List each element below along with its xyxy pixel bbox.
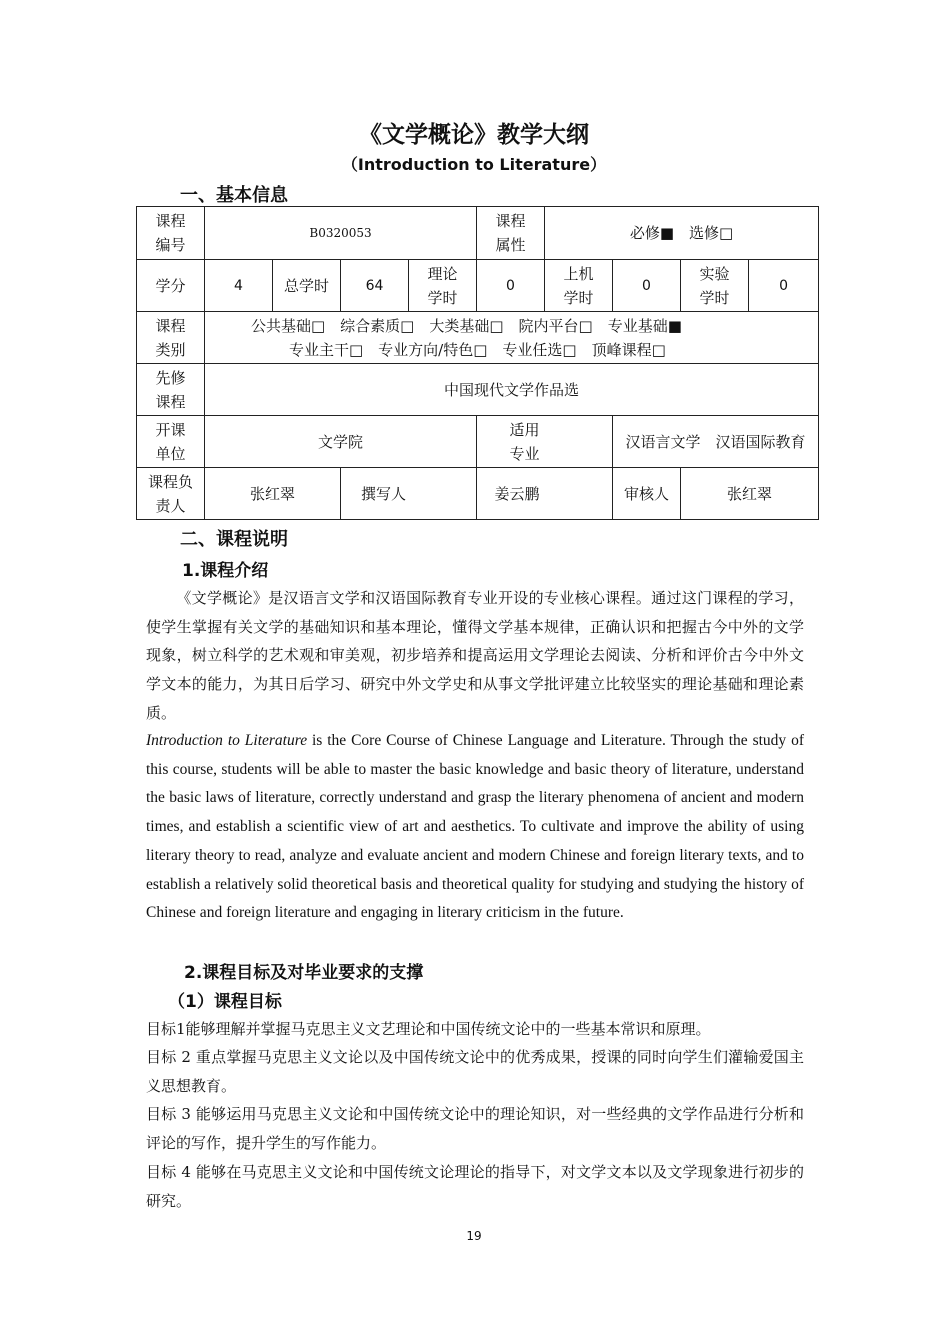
major-value: 汉语言文学 汉语国际教育 [613,416,819,468]
section-basic-info-heading: 一、基本信息 [180,185,288,206]
course-attr-label: 课程属性 [477,207,545,260]
goal-item-4: 目标 4 能够在马克思主义文论和中国传统文论理论的指导下，对文学文本以及文学现象进行初步的研究。 [146,1163,804,1210]
credit-value: 4 [205,260,273,312]
course-goals-heading: 2.课程目标及对毕业要求的支撑 [184,963,424,983]
unit-value: 文学院 [205,416,477,468]
total-hours-label: 总学时 [273,260,341,312]
computer-hours-label: 上机学时 [545,260,613,312]
owner-label: 课程负责人 [137,468,205,520]
theory-hours-label: 理论学时 [409,260,477,312]
course-code-value: B0320053 [205,207,477,260]
course-goals-subheading: （1）课程目标 [168,992,282,1012]
course-category-label: 课程类别 [137,312,205,364]
writer-value: 姜云鹏 [477,468,613,520]
course-intro-english: Introduction to Literature is the Core Course of Chinese Language and Literature. Through the study of this course, students will be able to master the basic knowledge and basic theory of literature, understand the basic laws of literature, correctly understand and grasp the literary phenomena of ancient and modern times, and establish a scientific view of art and aesthetics. To cultivate and improve the ability of using literary theory to read, analyze and evaluate ancient and modern Chinese and foreign literary texts, and to establish a relatively solid theoretical basis and theoretical quality for studying and studying the history of Chinese and foreign literature and engaging in literary criticism in the future. [146,732,804,922]
course-category-value [205,312,819,364]
course-attr-value: 必修■ 选修□ [545,207,819,260]
course-title-italic: Introduction to Literature [146,732,308,749]
goal-item-1: 目标1能够理解并掌握马克思主义文艺理论和中国传统文论中的一些基本常识和原理。 [146,1020,711,1038]
course-intro-heading: 1.课程介绍 [182,561,269,581]
writer-label: 撰写人 [341,468,477,520]
goal-item-3: 目标 3 能够运用马克思主义文论和中国传统文论中的理论知识，对一些经典的文学作品进行分析和评论的写作，提升学生的写作能力。 [146,1105,804,1152]
total-hours-value: 64 [341,260,409,312]
owner-value: 张红翠 [205,468,341,520]
section-course-description-heading: 二、课程说明 [180,529,288,550]
category-line-1: 公共基础□ 综合素质□ 大类基础□ 院内平台□ 专业基础■ [251,316,682,335]
document-title: 《文学概论》教学大纲 [359,121,589,148]
prereq-label: 先修课程 [137,364,205,416]
page-number: 19 [466,1229,482,1243]
prereq-value: 中国现代文学作品选 [205,364,819,416]
theory-hours-value: 0 [477,260,545,312]
lab-hours-label: 实验学时 [681,260,749,312]
category-line-2: 专业主干□ 专业方向/特色□ 专业任选□ 顶峰课程□ [289,340,666,359]
reviewer-label: 审核人 [613,468,681,520]
goal-item-2: 目标 2 重点掌握马克思主义文论以及中国传统文论中的优秀成果，授课的同时向学生们灌输爱国主义思想教育。 [146,1048,804,1095]
major-label: 适用专业 [477,416,613,468]
course-code-label: 课程编号 [137,207,205,260]
unit-label: 开课单位 [137,416,205,468]
computer-hours-value: 0 [613,260,681,312]
course-intro-chinese: 《文学概论》是汉语言文学和汉语国际教育专业开设的专业核心课程。通过这门课程的学习，使学生掌握有关文学的基础知识和基本理论，懂得文学基本规律，正确认识和把握古今中外的文学现象，树立科学的艺术观和审美观，初步培养和提高运用文学理论去阅读、分析和评价古今中外文学文本的能力，为其日后学习、研究中外文学史和从事文学批评建立比较坚实的理论基础和理论素质。 [146,589,804,722]
lab-hours-value: 0 [749,260,819,312]
basic-info-table [136,206,819,520]
reviewer-value: 张红翠 [681,468,819,520]
document-subtitle: （Introduction to Literature） [341,155,607,174]
credit-label: 学分 [137,260,205,312]
